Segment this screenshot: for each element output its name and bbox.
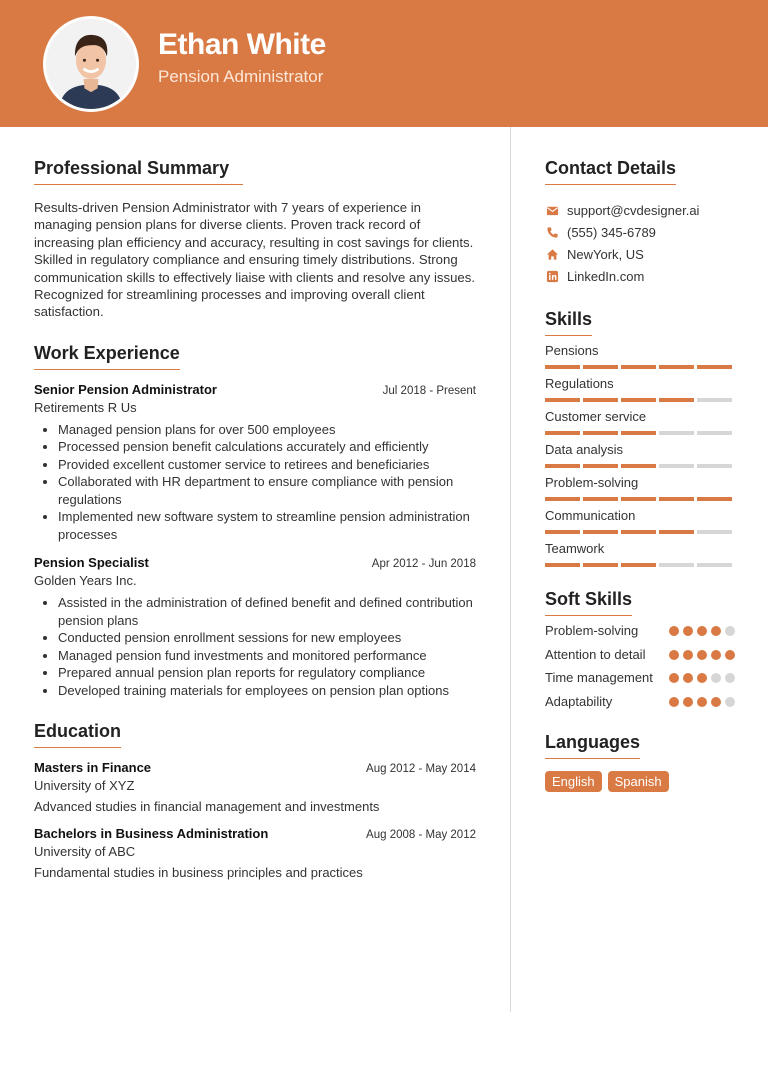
skill-level-segment bbox=[621, 431, 656, 435]
contact-item bbox=[545, 243, 735, 265]
education-header bbox=[34, 760, 476, 775]
skill-level-segment bbox=[621, 365, 656, 369]
job-company: Retirements R Us bbox=[34, 399, 137, 415]
soft-skill-item bbox=[545, 622, 735, 640]
skill-level-segment bbox=[621, 563, 656, 567]
contact-text: support@cvdesigner.ai bbox=[567, 202, 700, 218]
skill-level-segment bbox=[697, 365, 732, 369]
rating-dot bbox=[711, 697, 721, 707]
education-description: Advanced studies in financial management and investments bbox=[34, 799, 380, 815]
skill-level-bar bbox=[545, 530, 735, 534]
contact-text: LinkedIn.com bbox=[567, 268, 645, 284]
skill-level-bar bbox=[545, 563, 735, 567]
main-column bbox=[34, 158, 476, 880]
education-heading: Education bbox=[34, 721, 121, 748]
skill-name: Data analysis bbox=[545, 442, 624, 457]
soft-skill-rating bbox=[669, 626, 735, 636]
skill-name: Pensions bbox=[545, 343, 599, 358]
column-divider bbox=[510, 127, 511, 1012]
phone-icon bbox=[545, 225, 559, 239]
skill-level-segment bbox=[621, 497, 656, 501]
education-date: Aug 2012 - May 2014 bbox=[366, 763, 476, 776]
soft-skill-name: Adaptability bbox=[545, 693, 613, 709]
candidate-name: Ethan White bbox=[158, 28, 326, 61]
job-date: Apr 2012 - Jun 2018 bbox=[371, 558, 476, 571]
language-badge: English bbox=[545, 771, 602, 792]
resume-header bbox=[0, 0, 768, 127]
rating-dot bbox=[697, 650, 707, 660]
skill-item bbox=[545, 409, 735, 435]
job-bullet: • Processed pension benefit calculations accurately and efficiently bbox=[58, 438, 476, 456]
skill-level-segment bbox=[697, 497, 732, 501]
skill-level-segment bbox=[583, 365, 618, 369]
skill-level-segment bbox=[621, 398, 656, 402]
job-bullet: • Collaborated with HR department to ensure compliance with pension regulations bbox=[58, 473, 476, 508]
contact-item bbox=[545, 199, 735, 221]
skills-section bbox=[545, 309, 735, 567]
rating-dot bbox=[725, 626, 735, 636]
skill-level-segment bbox=[621, 530, 656, 534]
soft-skill-name: Attention to detail bbox=[545, 646, 646, 662]
skill-name: Regulations bbox=[545, 376, 614, 391]
soft-skills-list bbox=[545, 622, 735, 710]
candidate-title: Pension Administrator bbox=[158, 67, 324, 86]
job-bullet: • Developed training materials for employees on pension plan options bbox=[58, 682, 476, 700]
profile-photo bbox=[43, 16, 139, 112]
contact-text: NewYork, US bbox=[567, 246, 644, 262]
job-bullet-list bbox=[34, 594, 476, 699]
skill-level-segment bbox=[697, 464, 732, 468]
rating-dot bbox=[697, 673, 707, 683]
rating-dot bbox=[669, 697, 679, 707]
school-name: University of ABC bbox=[34, 844, 136, 860]
skill-level-segment bbox=[583, 563, 618, 567]
skill-level-segment bbox=[697, 431, 732, 435]
skill-level-segment bbox=[697, 398, 732, 402]
rating-dot bbox=[711, 626, 721, 636]
skill-level-segment bbox=[545, 464, 580, 468]
rating-dot bbox=[683, 673, 693, 683]
education-section bbox=[34, 721, 476, 880]
education-date: Aug 2008 - May 2012 bbox=[366, 829, 476, 842]
degree-name: Bachelors in Business Administration bbox=[34, 826, 269, 842]
summary-heading: Professional Summary bbox=[34, 158, 243, 185]
degree-name: Masters in Finance bbox=[34, 760, 152, 776]
skill-level-segment bbox=[545, 530, 580, 534]
rating-dot bbox=[683, 650, 693, 660]
person-avatar-icon bbox=[46, 19, 136, 109]
languages-section bbox=[545, 732, 735, 792]
soft-skill-item bbox=[545, 669, 735, 687]
soft-skill-item bbox=[545, 646, 735, 664]
skill-name: Teamwork bbox=[545, 541, 605, 556]
job-header bbox=[34, 555, 476, 570]
skill-item bbox=[545, 508, 735, 534]
soft-skills-heading: Soft Skills bbox=[545, 589, 632, 616]
job-date: Jul 2018 - Present bbox=[382, 384, 476, 397]
contact-heading: Contact Details bbox=[545, 158, 676, 185]
language-list bbox=[545, 771, 735, 792]
rating-dot bbox=[669, 650, 679, 660]
school-name: University of XYZ bbox=[34, 778, 135, 794]
skill-level-segment bbox=[659, 497, 694, 501]
skill-level-bar bbox=[545, 497, 735, 501]
job-bullet: • Prepared annual pension plan reports for regulatory compliance bbox=[58, 664, 476, 682]
summary-section bbox=[34, 158, 476, 321]
contact-item bbox=[545, 221, 735, 243]
soft-skill-rating bbox=[669, 650, 735, 660]
skill-name: Problem-solving bbox=[545, 475, 639, 490]
soft-skills-section bbox=[545, 589, 735, 710]
skill-name: Customer service bbox=[545, 409, 647, 424]
soft-skill-rating bbox=[669, 673, 735, 683]
skill-level-bar bbox=[545, 365, 735, 369]
job-bullet: • Implemented new software system to streamline pension administration processes bbox=[58, 508, 476, 543]
job-role: Senior Pension Administrator bbox=[34, 381, 217, 397]
skill-level-bar bbox=[545, 464, 735, 468]
skill-level-bar bbox=[545, 398, 735, 402]
rating-dot bbox=[711, 673, 721, 683]
skill-level-segment bbox=[659, 365, 694, 369]
rating-dot bbox=[669, 626, 679, 636]
languages-heading: Languages bbox=[545, 732, 640, 759]
job-bullet: • Provided excellent customer service to retirees and beneficiaries bbox=[58, 456, 476, 474]
skill-level-segment bbox=[545, 365, 580, 369]
job-role: Pension Specialist bbox=[34, 555, 149, 571]
contact-section bbox=[545, 158, 735, 287]
skill-level-segment bbox=[659, 398, 694, 402]
contact-list bbox=[545, 199, 735, 287]
skill-level-bar bbox=[545, 431, 735, 435]
skill-level-segment bbox=[621, 464, 656, 468]
job-bullet: • Managed pension plans for over 500 employees bbox=[58, 421, 476, 439]
skill-item bbox=[545, 343, 735, 369]
skill-level-segment bbox=[583, 530, 618, 534]
skill-level-segment bbox=[697, 563, 732, 567]
rating-dot bbox=[669, 673, 679, 683]
skills-heading: Skills bbox=[545, 309, 592, 336]
skill-level-segment bbox=[545, 563, 580, 567]
sidebar-column bbox=[545, 158, 735, 792]
job-bullet: • Assisted in the administration of defined benefit and defined contribution pension plans bbox=[58, 594, 476, 629]
skill-item bbox=[545, 376, 735, 402]
skill-level-segment bbox=[583, 398, 618, 402]
skill-level-segment bbox=[659, 431, 694, 435]
skill-level-segment bbox=[545, 497, 580, 501]
skill-item bbox=[545, 541, 735, 567]
rating-dot bbox=[711, 650, 721, 660]
rating-dot bbox=[725, 650, 735, 660]
job-list bbox=[34, 382, 476, 700]
skill-level-segment bbox=[697, 530, 732, 534]
skills-list bbox=[545, 343, 735, 567]
home-icon bbox=[545, 247, 559, 261]
skill-item bbox=[545, 442, 735, 468]
job-bullet: • Managed pension fund investments and monitored performance bbox=[58, 647, 476, 665]
skill-level-segment bbox=[659, 464, 694, 468]
soft-skill-name: Time management bbox=[545, 670, 653, 685]
skill-name: Communication bbox=[545, 508, 636, 523]
job-company: Golden Years Inc. bbox=[34, 573, 137, 589]
envelope-icon bbox=[545, 203, 559, 217]
rating-dot bbox=[683, 697, 693, 707]
rating-dot bbox=[697, 626, 707, 636]
skill-level-segment bbox=[583, 464, 618, 468]
soft-skill-name: Problem-solving bbox=[545, 623, 639, 638]
rating-dot bbox=[725, 673, 735, 683]
rating-dot bbox=[697, 697, 707, 707]
education-list bbox=[34, 760, 476, 880]
job-bullet: • Conducted pension enrollment sessions for new employees bbox=[58, 629, 476, 647]
contact-item bbox=[545, 265, 735, 287]
contact-text: (555) 345-6789 bbox=[567, 224, 656, 240]
linkedin-icon bbox=[545, 269, 559, 283]
job-header bbox=[34, 382, 476, 397]
skill-level-segment bbox=[545, 398, 580, 402]
skill-item bbox=[545, 475, 735, 501]
rating-dot bbox=[725, 697, 735, 707]
skill-level-segment bbox=[659, 563, 694, 567]
education-header bbox=[34, 826, 476, 841]
skill-level-segment bbox=[659, 530, 694, 534]
skill-level-segment bbox=[545, 431, 580, 435]
skill-level-segment bbox=[583, 431, 618, 435]
summary-text: Results-driven Pension Administrator with 7 years of experience in managing pension plans for diverse clients. Proven track record of increasing plan efficiency and accuracy, resulting in cost savings for clients. Skilled in regulatory compliance and ensuring timely distributions. Strong communication skills to effectively liaise with clients and resolve any issues. Recognized for streamlining processes and improving overall client satisfaction. bbox=[34, 200, 475, 320]
skill-level-segment bbox=[583, 497, 618, 501]
experience-heading: Work Experience bbox=[34, 343, 180, 370]
rating-dot bbox=[683, 626, 693, 636]
experience-section bbox=[34, 343, 476, 700]
language-badge: Spanish bbox=[608, 771, 669, 792]
soft-skill-item bbox=[545, 693, 735, 711]
job-bullet-list bbox=[34, 421, 476, 544]
education-description: Fundamental studies in business principles and practices bbox=[34, 865, 363, 881]
soft-skill-rating bbox=[669, 697, 735, 707]
